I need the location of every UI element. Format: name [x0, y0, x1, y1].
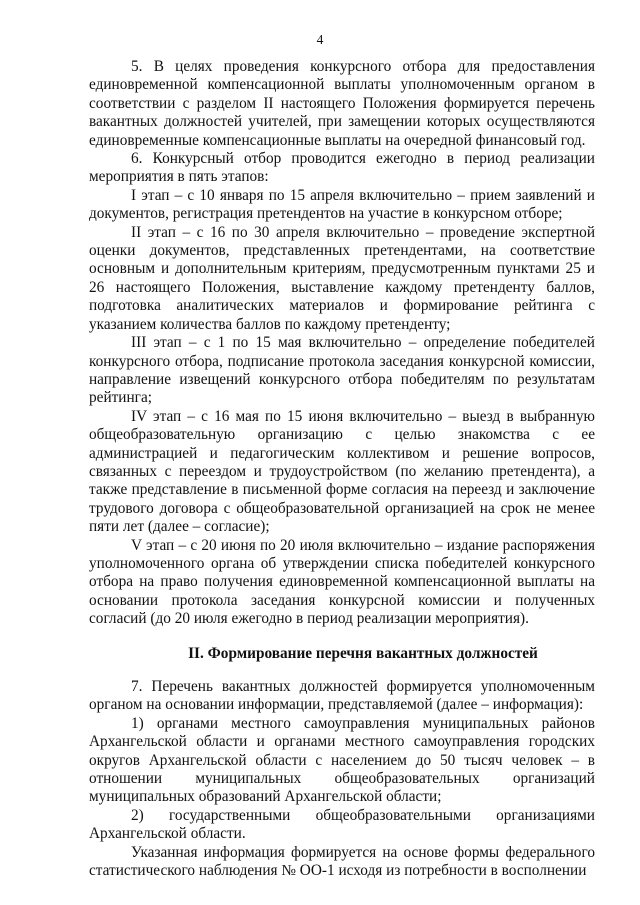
- paragraph-subitem-1: 1) органами местного самоуправления муниципальных районов Архангельской области и органами местного самоуправления городских округов Архангельской области с населением до 50 тысяч человек – в отношении муниципальных общеобразовательных организаций муниципальных образований Архангельской области;: [89, 714, 595, 806]
- page-number: 4: [316, 32, 324, 47]
- paragraph-item-7: 7. Перечень вакантных должностей формируется уполномоченным органом на основании информации, представляемой (далее – информация):: [89, 678, 595, 714]
- paragraph-stage-4: IV этап – с 16 мая по 15 июня включительно – выезд в выбранную общеобразовательную организацию с целью знакомства с ее администрацией и педагогическим коллективом и решение вопросов, связанных с переездом и трудоустройством (по желанию претендента), а также представление в письменной форме согласия на переезд и заключение трудового договора с общеобразовательной организацией на срок не менее пяти лет (далее – согласие);: [89, 407, 595, 536]
- paragraph-item-6: 6. Конкурсный отбор проводится ежегодно в период реализации мероприятия в пять этапов:: [89, 150, 595, 186]
- paragraph-item-5: 5. В целях проведения конкурсного отбора для предоставления единовременной компенсационной выплаты уполномоченным органом в соответствии с разделом II настоящего Положения формируется перечень вакантных должностей учителей, при замещении которых осуществляются единовременные компенсационные выплаты на очередной финансовый год.: [89, 58, 595, 149]
- paragraph-stage-3: III этап – с 1 по 15 мая включительно – определение победителей конкурсного отбора, подписание протокола заседания конкурсной комиссии, направление извещений конкурсного отбора победителям по результатам рейтинга;: [89, 334, 595, 407]
- document-body: [89, 58, 595, 880]
- paragraph-info-basis: Указанная информация формируется на основе формы федерального статистического наблюдения № ОО-1 исходя из потребности в восполнении: [89, 843, 595, 880]
- paragraph-stage-1: I этап – с 10 января по 15 апреля включительно – прием заявлений и документов, регистрация претендентов на участие в конкурсном отборе;: [89, 186, 595, 223]
- paragraph-subitem-2: 2) государственными общеобразовательными организациями Архангельской области.: [89, 806, 595, 843]
- paragraph-stage-2: II этап – с 16 по 30 апреля включительно – проведение экспертной оценки документов, представленных претендентами, на соответствие основным и дополнительным критериям, предусмотренным пунктами 25 и 26 настоящего Положения, выставление каждому претенденту баллов, подготовка аналитических материалов и формирование рейтинга с указанием количества баллов по каждому претенденту;: [89, 223, 595, 333]
- section-heading: II. Формирование перечня вакантных должностей: [188, 644, 538, 662]
- paragraph-stage-5: V этап – с 20 июня по 20 июля включительно – издание распоряжения уполномоченного органа об утверждении списка победителей конкурсного отбора на право получения единовременной компенсационной выплаты на основании протокола заседания конкурсной комиссии и полученных согласий (до 20 июля ежегодно в период реализации мероприятия).: [89, 536, 595, 628]
